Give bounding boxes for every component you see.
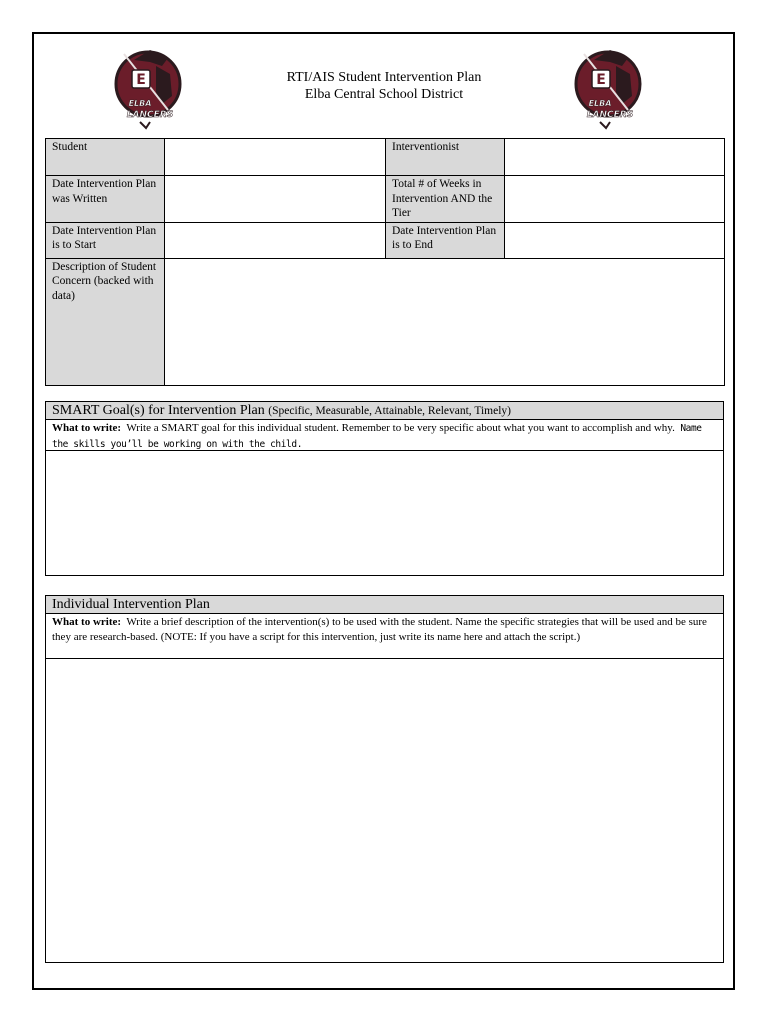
svg-text:LANCERS: LANCERS [126, 110, 174, 120]
date-written-label: Date Intervention Plan was Written [46, 176, 165, 223]
smart-goal-instructions [46, 420, 723, 451]
elba-lancers-logo-right [570, 44, 646, 130]
district-name: Elba Central School District [304, 87, 464, 102]
student-field[interactable] [165, 139, 386, 176]
smart-goal-title-sub: (Specific, Measurable, Attainable, Relevant, Timely) [268, 405, 511, 417]
svg-text:ELBA: ELBA [128, 99, 152, 108]
svg-text:E: E [596, 72, 606, 88]
date-end-label: Date Intervention Plan is to End [386, 222, 505, 258]
interventionist-field[interactable] [505, 139, 725, 176]
smart-goal-what-text: Write a SMART goal for this individual student. Remember to be very specific about what you want to accomplish and why. [126, 422, 675, 434]
total-weeks-field[interactable] [505, 176, 725, 223]
date-written-field[interactable] [165, 176, 386, 223]
intervention-plan-title [46, 596, 723, 614]
smart-goal-title [46, 402, 723, 420]
date-end-field[interactable] [505, 222, 725, 258]
date-start-field[interactable] [165, 222, 386, 258]
student-label: Student [46, 139, 165, 176]
intervention-plan-what-label: What to write: [52, 616, 122, 628]
svg-text:E: E [136, 72, 146, 88]
intervention-plan-section [45, 595, 724, 963]
svg-text:ELBA: ELBA [588, 99, 612, 108]
smart-goal-section [45, 401, 724, 576]
document-title: RTI/AIS Student Intervention Plan [286, 70, 482, 85]
date-start-label: Date Intervention Plan is to Start [46, 222, 165, 258]
svg-text:LANCERS: LANCERS [586, 110, 634, 120]
intervention-plan-what-text: Write a brief description of the intervention(s) to be used with the student. Name the specific strategies that will be used and be sure they are research-based. (NOTE: If you have a script for this intervention, just write its name here and attach the script.) [52, 616, 707, 643]
elba-lancers-logo-left [110, 44, 186, 130]
concern-label: Description of Student Concern (backed with data) [46, 258, 165, 385]
document-header [200, 69, 568, 103]
intervention-plan-instructions [46, 614, 723, 659]
smart-goal-what-hand: Name the skills you’ll be working on with the child. [52, 423, 702, 450]
student-info-table [45, 138, 725, 386]
interventionist-label: Interventionist [386, 139, 505, 176]
smart-goal-title-text: SMART Goal(s) for Intervention Plan [52, 403, 265, 418]
smart-goal-what-label: What to write: [52, 422, 122, 434]
total-weeks-label: Total # of Weeks in Intervention AND the Tier [386, 176, 505, 223]
intervention-plan-title-text: Individual Intervention Plan [52, 597, 210, 612]
concern-field[interactable] [165, 258, 725, 385]
